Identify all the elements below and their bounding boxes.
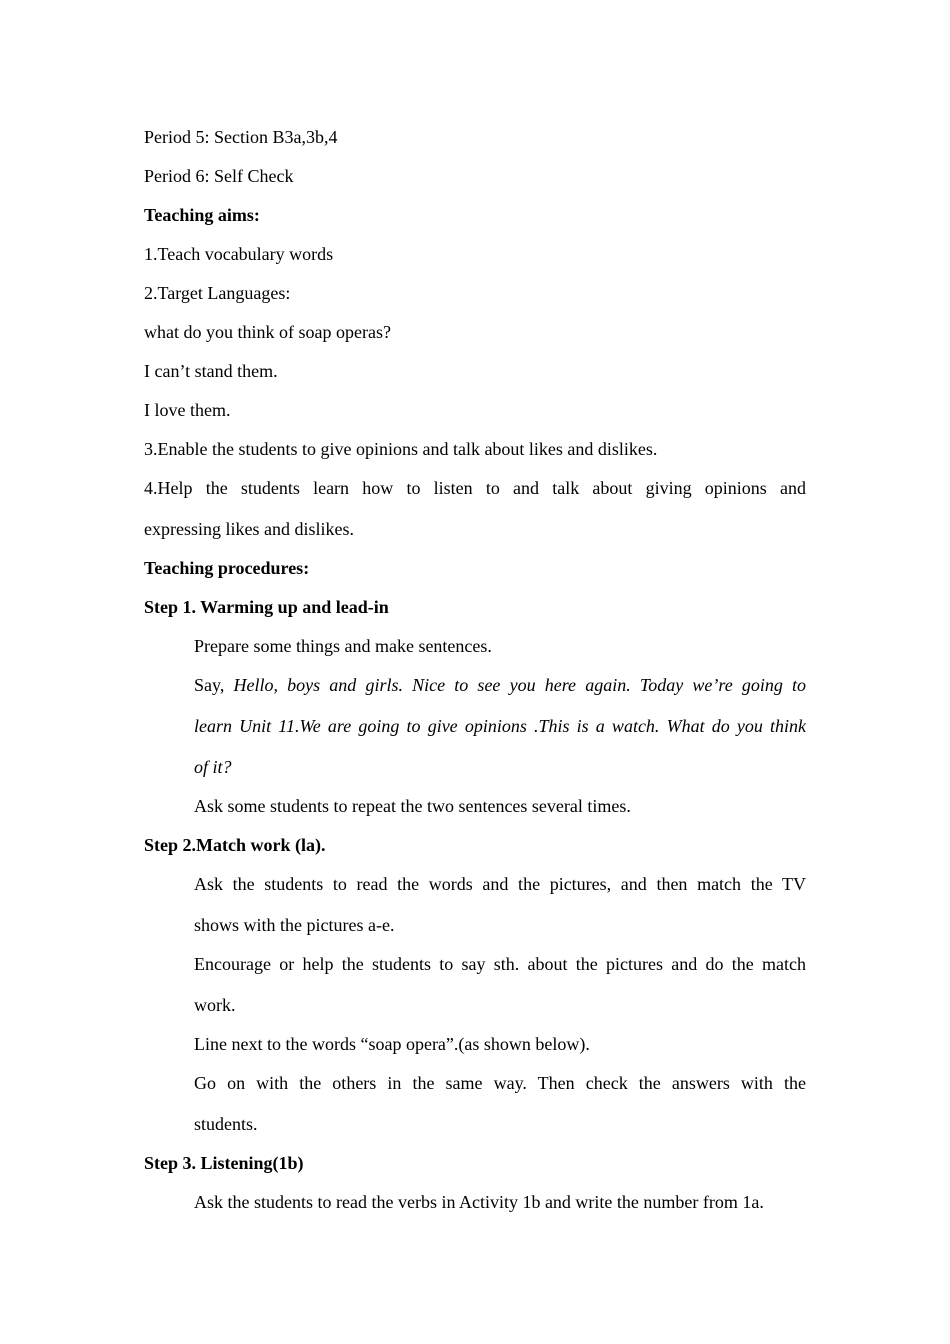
step-1-say-line-3: of it?	[194, 757, 232, 777]
aim-2: 2.Target Languages:	[144, 283, 291, 303]
step-2-paragraph-2-line-2: work.	[194, 995, 236, 1015]
step-2-paragraph-1-line-1: Ask the students to read the words and the pictures, and then match the TV	[194, 874, 806, 894]
step-2-paragraph-2-line-1: Encourage or help the students to say sth. about the pictures and do the match	[194, 954, 806, 974]
step-2-paragraph-1-line-2: shows with the pictures a-e.	[194, 915, 395, 935]
aim-3: 3.Enable the students to give opinions and talk about likes and dislikes.	[144, 439, 658, 459]
step-2-paragraph-4-line-2: students.	[194, 1114, 258, 1134]
step-2-paragraph-3: Line next to the words “soap opera”.(as shown below).	[194, 1034, 590, 1054]
step-1-heading: Step 1. Warming up and lead-in	[144, 597, 389, 617]
target-language-2: I can’t stand them.	[144, 361, 278, 381]
step-2-paragraph-4-line-1: Go on with the others in the same way. Then check the answers with the	[194, 1073, 806, 1093]
step-1-say-line-1	[194, 674, 806, 696]
period-6-line: Period 6: Self Check	[144, 166, 294, 186]
aim-1: 1.Teach vocabulary words	[144, 244, 334, 264]
teaching-procedures-heading: Teaching procedures:	[144, 558, 310, 578]
step-3-paragraph-1: Ask the students to read the verbs in Activity 1b and write the number from 1a.	[194, 1192, 764, 1212]
teaching-aims-heading: Teaching aims:	[144, 205, 260, 225]
step-1-say-line-2: learn Unit 11.We are going to give opinions .This is a watch. What do you think	[194, 716, 806, 736]
step-3-heading: Step 3. Listening(1b)	[144, 1153, 304, 1173]
aim-4-line-2: expressing likes and dislikes.	[144, 519, 354, 539]
target-language-1: what do you think of soap operas?	[144, 322, 391, 342]
step-1-paragraph-3: Ask some students to repeat the two sentences several times.	[194, 796, 631, 816]
say-quote-part-1: Hello, boys and girls. Nice to see you here again. Today we’re going to	[233, 675, 806, 695]
say-prefix: Say,	[194, 675, 234, 695]
period-5-line: Period 5: Section B3a,3b,4	[144, 127, 338, 147]
step-1-paragraph-1: Prepare some things and make sentences.	[194, 636, 492, 656]
target-language-3: I love them.	[144, 400, 231, 420]
step-2-heading: Step 2.Match work (la).	[144, 835, 326, 855]
aim-4-line-1: 4.Help the students learn how to listen to and talk about giving opinions and	[144, 478, 806, 498]
